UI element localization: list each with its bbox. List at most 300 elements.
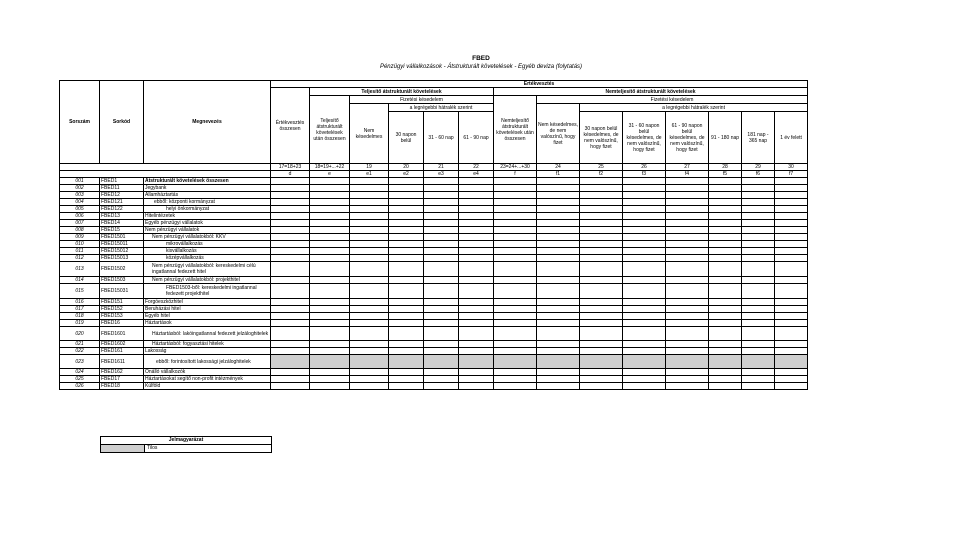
value-cell [537,178,580,185]
value-cell [742,206,775,213]
value-cell [494,255,537,262]
value-cell [494,376,537,383]
row-description: Háztartásokat segítő non-profit intézmények [144,376,271,383]
value-cell [310,299,350,306]
value-cell [709,213,742,220]
value-cell [580,313,623,320]
value-cell [310,220,350,227]
value-cell [494,369,537,376]
value-cell [580,220,623,227]
row-number: 023 [60,355,100,369]
value-cell [271,341,310,348]
col-header-ertekvesztes: Értékvesztés [271,81,808,88]
value-cell [709,327,742,341]
value-cell [623,277,666,284]
value-cell [310,227,350,234]
row-code: FBED18 [100,383,144,390]
value-cell [310,185,350,192]
table-row [60,262,808,277]
value-cell [623,192,666,199]
value-cell [494,199,537,206]
col-header-teljesito: Teljesítő átstrukturált követelések [310,88,494,96]
value-cell [310,327,350,341]
value-cell [666,383,709,390]
value-cell [271,376,310,383]
value-cell [350,299,389,306]
row-code: FBED15012 [100,248,144,255]
table-row [60,320,808,327]
row-number: 006 [60,213,100,220]
value-cell [424,383,459,390]
value-cell [580,262,623,277]
value-cell [666,355,709,369]
value-cell [775,213,808,220]
value-cell [666,284,709,299]
value-cell [666,185,709,192]
row-number: 016 [60,299,100,306]
value-cell [424,327,459,341]
value-cell [350,213,389,220]
col-header-nem-kesedelmes: Nem késedelmes [350,104,389,164]
table-row [60,383,808,390]
value-cell [350,306,389,313]
row-code: FBED15011 [100,241,144,248]
value-cell [709,348,742,355]
row-description: Nem pénzügyi vállalatokból: kereskedelmi célú ingatlannal fedezett hitel [144,262,271,277]
value-cell [742,178,775,185]
value-cell [537,185,580,192]
col-header-n61-90: 61 - 90 napon belül késedelmes, de nem valószínű, hogy fizet [666,112,709,164]
value-cell [580,306,623,313]
row-code: FBED1 [100,178,144,185]
row-description: Forgóeszközhitel [144,299,271,306]
value-cell [389,178,424,185]
value-cell [459,206,494,213]
value-cell [742,255,775,262]
value-cell [424,299,459,306]
value-cell [389,369,424,376]
value-cell [666,241,709,248]
row-code: FBED15 [100,227,144,234]
value-cell [389,220,424,227]
value-cell [537,206,580,213]
row-description: Háztartásból: lakóingatlannal fedezett jelzáloghitelek [144,327,271,341]
value-cell [350,178,389,185]
column-number: 17=18+23 [271,164,310,171]
value-cell [580,277,623,284]
value-cell [424,320,459,327]
value-cell [775,369,808,376]
value-cell [580,355,623,369]
value-cell [709,383,742,390]
value-cell [310,262,350,277]
value-cell [424,213,459,220]
row-code: FBED11 [100,185,144,192]
value-cell [623,299,666,306]
row-code: FBED151 [100,299,144,306]
column-number: 27 [666,164,709,171]
value-cell [580,299,623,306]
row-code: FBED122 [100,206,144,213]
colcode-spacer [60,171,271,178]
value-cell [389,255,424,262]
value-cell [666,369,709,376]
value-cell [537,313,580,320]
value-cell [271,213,310,220]
row-code: FBED1611 [100,355,144,369]
value-cell [537,262,580,277]
row-description: FBED1503-ből: kereskedelmi ingatlannal fedezett projekthitel [144,284,271,299]
value-cell [775,277,808,284]
value-cell [742,348,775,355]
value-cell [494,241,537,248]
table-row [60,348,808,355]
value-cell [424,255,459,262]
row-description: középvállalkozás [144,255,271,262]
value-cell [271,306,310,313]
value-cell [424,192,459,199]
value-cell [742,248,775,255]
value-cell [310,369,350,376]
value-cell [537,220,580,227]
value-cell [537,376,580,383]
col-header-fizetesi-kesedelem-2: Fizetési késedelem [537,96,808,104]
value-cell [580,248,623,255]
value-cell [389,383,424,390]
value-cell [580,327,623,341]
value-cell [459,320,494,327]
value-cell [494,348,537,355]
value-cell [623,313,666,320]
value-cell [580,376,623,383]
column-number: 21 [424,164,459,171]
colnum-spacer [60,164,271,171]
value-cell [494,341,537,348]
column-code: d [271,171,310,178]
value-cell [459,355,494,369]
value-cell [350,320,389,327]
value-cell [775,234,808,241]
value-cell [623,262,666,277]
value-cell [709,199,742,206]
value-cell [494,277,537,284]
value-cell [537,306,580,313]
value-cell [424,376,459,383]
table-row [60,234,808,241]
value-cell [537,192,580,199]
value-cell [459,220,494,227]
value-cell [623,348,666,355]
value-cell [709,206,742,213]
value-cell [459,185,494,192]
value-cell [580,241,623,248]
value-cell [623,248,666,255]
value-cell [389,227,424,234]
value-cell [742,355,775,369]
value-cell [537,284,580,299]
value-cell [537,341,580,348]
value-cell [350,206,389,213]
value-cell [666,255,709,262]
row-code: FBED162 [100,369,144,376]
column-code: f7 [775,171,808,178]
value-cell [389,327,424,341]
value-cell [459,313,494,320]
value-cell [709,192,742,199]
column-number: 30 [775,164,808,171]
value-cell [775,327,808,341]
value-cell [742,185,775,192]
row-description: Államháztartás [144,192,271,199]
column-number: 23=24+...+30 [494,164,537,171]
value-cell [424,355,459,369]
value-cell [666,234,709,241]
value-cell [494,355,537,369]
row-code: FBED14 [100,220,144,227]
column-code: e2 [389,171,424,178]
column-number: 29 [742,164,775,171]
value-cell [742,299,775,306]
value-cell [742,320,775,327]
value-cell [310,383,350,390]
value-cell [580,320,623,327]
value-cell [623,206,666,213]
value-cell [709,262,742,277]
value-cell [537,355,580,369]
row-code: FBED12 [100,192,144,199]
row-number: 019 [60,320,100,327]
value-cell [666,320,709,327]
value-cell [494,213,537,220]
value-cell [389,199,424,206]
value-cell [424,220,459,227]
row-description: Nem pénzügyi vállalatokból: projekthitel [144,277,271,284]
value-cell [389,313,424,320]
value-cell [350,192,389,199]
value-cell [580,369,623,376]
value-cell [459,234,494,241]
row-number: 018 [60,313,100,320]
value-cell [350,341,389,348]
value-cell [310,178,350,185]
value-cell [580,206,623,213]
value-cell [742,383,775,390]
value-cell [350,376,389,383]
value-cell [742,369,775,376]
value-cell [310,355,350,369]
value-cell [459,348,494,355]
row-description: ebből: központi kormányzat [144,199,271,206]
row-number: 005 [60,206,100,213]
value-cell [742,284,775,299]
table-row [60,248,808,255]
table-row [60,213,808,220]
column-number: 18=19+...+22 [310,164,350,171]
value-cell [742,199,775,206]
value-cell [459,262,494,277]
value-cell [742,327,775,341]
table-row [60,376,808,383]
col-header-n30: 30 napon belül késedelmes, de nem valószínű, hogy fizet [580,112,623,164]
report-table [59,80,808,390]
value-cell [742,341,775,348]
value-cell [494,313,537,320]
row-description: Nem pénzügyi vállalatokból: KKV [144,234,271,241]
value-cell [742,313,775,320]
value-cell [494,248,537,255]
value-cell [709,185,742,192]
value-cell [310,277,350,284]
value-cell [537,320,580,327]
value-cell [666,199,709,206]
value-cell [494,185,537,192]
value-cell [666,248,709,255]
value-cell [494,299,537,306]
value-cell [537,248,580,255]
table-row [60,355,808,369]
value-cell [389,185,424,192]
value-cell [666,213,709,220]
value-cell [666,299,709,306]
value-cell [666,341,709,348]
value-cell [623,227,666,234]
table-row [60,284,808,299]
value-cell [494,327,537,341]
value-cell [537,213,580,220]
col-header-legregebbi-2: a legrégebbi hátralék szerint [580,104,808,112]
table-row [60,327,808,341]
value-cell [459,376,494,383]
value-cell [389,348,424,355]
value-cell [775,248,808,255]
col-header-31-60-nap: 31 - 60 nap [424,112,459,164]
value-cell [623,306,666,313]
table-row [60,241,808,248]
value-cell [580,383,623,390]
row-number: 026 [60,383,100,390]
column-code: e4 [459,171,494,178]
value-cell [424,234,459,241]
col-header-nemteljesito: Nemteljesítő átstrukturált követelések [494,88,808,96]
value-cell [775,178,808,185]
value-cell [459,248,494,255]
row-description: Átstrukturált követelések összesen [144,178,271,185]
value-cell [775,355,808,369]
value-cell [459,241,494,248]
value-cell [775,313,808,320]
value-cell [537,199,580,206]
table-row [60,341,808,348]
value-cell [623,178,666,185]
row-number: 001 [60,178,100,185]
column-number: 19 [350,164,389,171]
value-cell [459,299,494,306]
value-cell [623,284,666,299]
col-header-teljesito-utan: Teljesítő átstrukturált követelések után összesen [310,96,350,164]
value-cell [310,320,350,327]
value-cell [350,227,389,234]
value-cell [580,341,623,348]
value-cell [623,320,666,327]
column-code: f5 [709,171,742,178]
value-cell [310,376,350,383]
value-cell [310,284,350,299]
value-cell [271,327,310,341]
row-number: 004 [60,199,100,206]
value-cell [580,213,623,220]
value-cell [310,234,350,241]
value-cell [350,262,389,277]
value-cell [350,241,389,248]
value-cell [494,284,537,299]
legend-title: Jelmagyarázat [101,437,272,445]
row-number: 022 [60,348,100,355]
value-cell [424,248,459,255]
row-code: FBED153 [100,313,144,320]
value-cell [742,277,775,284]
value-cell [459,327,494,341]
column-code: e [310,171,350,178]
value-cell [424,178,459,185]
row-code: FBED1602 [100,341,144,348]
value-cell [271,355,310,369]
row-description: Beruházási hitel [144,306,271,313]
value-cell [389,262,424,277]
value-cell [537,234,580,241]
value-cell [310,341,350,348]
value-cell [389,284,424,299]
value-cell [271,383,310,390]
value-cell [494,192,537,199]
value-cell [537,383,580,390]
value-cell [271,185,310,192]
value-cell [389,192,424,199]
row-description: Jegybank [144,185,271,192]
value-cell [580,255,623,262]
value-cell [666,192,709,199]
value-cell [424,277,459,284]
value-cell [350,234,389,241]
value-cell [459,277,494,284]
row-code: FBED16 [100,320,144,327]
value-cell [709,277,742,284]
column-code: f3 [623,171,666,178]
value-cell [459,227,494,234]
value-cell [424,199,459,206]
value-cell [709,313,742,320]
value-cell [666,313,709,320]
value-cell [742,192,775,199]
col-header-fizetesi-kesedelem-1: Fizetési késedelem [350,96,494,104]
value-cell [666,348,709,355]
table-row [60,199,808,206]
value-cell [623,327,666,341]
row-code: FBED1503 [100,277,144,284]
value-cell [350,248,389,255]
value-cell [494,234,537,241]
value-cell [623,376,666,383]
value-cell [271,320,310,327]
value-cell [389,341,424,348]
col-header-sorkod: Sorkód [100,81,144,164]
row-code: FBED17 [100,376,144,383]
table-row [60,206,808,213]
value-cell [271,277,310,284]
value-cell [350,369,389,376]
value-cell [389,277,424,284]
table-row [60,227,808,234]
row-description: Egyéb hitel [144,313,271,320]
